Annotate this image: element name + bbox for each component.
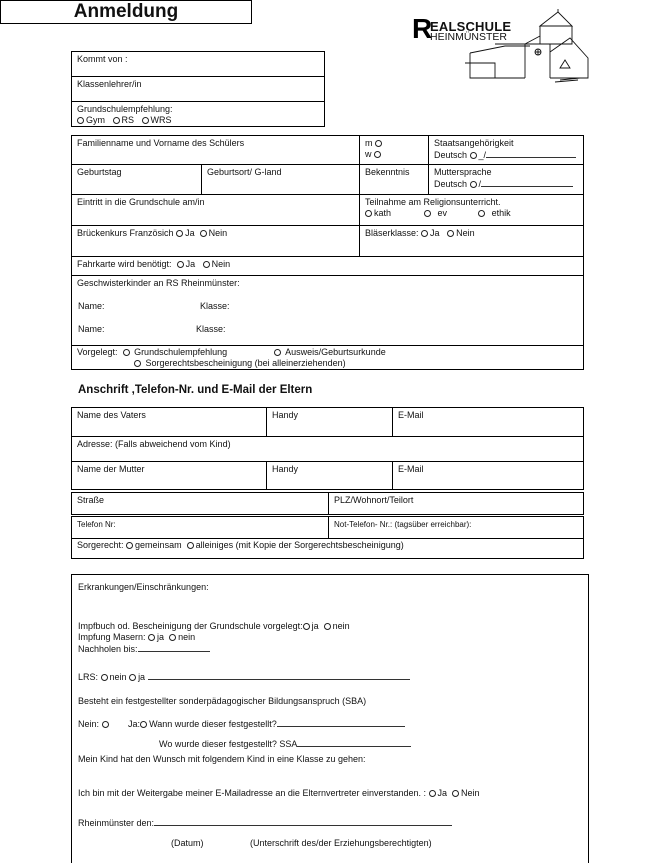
- radio-icon: [365, 210, 372, 217]
- geburtsort-field[interactable]: Geburtsort/ G-land: [201, 164, 360, 195]
- not-telefon-field[interactable]: Not-Telefon- Nr.: (tagsüber erreichbar):: [328, 516, 584, 539]
- radio-wrs[interactable]: WRS: [142, 115, 172, 125]
- vater-name-field[interactable]: Name des Vaters: [71, 407, 267, 437]
- lrs-input-line[interactable]: [148, 671, 410, 680]
- geburtstag-field[interactable]: Geburtstag: [71, 164, 202, 195]
- radio-icon: [200, 230, 207, 237]
- schueler-name-field[interactable]: Familienname und Vorname des Schülers: [71, 135, 360, 165]
- radio-icon: [375, 140, 382, 147]
- radio-icon: [374, 151, 381, 158]
- sba-question: Besteht ein festgestellter sonderpädagogischer Bildungsanspruch (SBA): [78, 696, 367, 706]
- radio-vorgelegt-ausweis[interactable]: Ausweis/Geburtsurkunde: [274, 347, 386, 357]
- radio-fahrkarte-ja[interactable]: Ja: [177, 259, 196, 269]
- radio-consent-nein[interactable]: Nein: [452, 788, 480, 798]
- radio-icon: [126, 542, 133, 549]
- sba-wann-input[interactable]: [277, 718, 405, 727]
- impfbuch-row: Impfbuch od. Bescheinigung der Grundschule vorgelegt: ja nein: [78, 621, 350, 631]
- radio-icon: [424, 210, 431, 217]
- religion-field: Teilnahme am Religionsunterricht. kath ev ethik: [359, 194, 584, 226]
- lrs-row: LRS: nein ja: [78, 671, 410, 682]
- gender-field: [359, 135, 429, 165]
- unterschrift-label: (Unterschrift des/der Erziehungsberechtigten): [250, 838, 432, 848]
- logo-line2: HEINMÜNSTER: [430, 31, 508, 43]
- page-title: Anmeldung: [0, 0, 252, 24]
- mutter-email-field[interactable]: E-Mail: [392, 461, 584, 490]
- radio-gym[interactable]: Gym: [77, 115, 105, 125]
- plz-field[interactable]: PLZ/Wohnort/Teilort: [328, 492, 584, 515]
- radio-icon: [142, 117, 149, 124]
- radio-impfbuch-ja[interactable]: ja: [303, 621, 319, 631]
- mutter-name-field[interactable]: Name der Mutter: [71, 461, 267, 490]
- radio-icon: [113, 117, 120, 124]
- radio-icon: [203, 261, 210, 268]
- fahrkarte-field: Fahrkarte wird benötigt: Ja Nein: [71, 256, 584, 276]
- radio-icon: [447, 230, 454, 237]
- adresse-field[interactable]: Adresse: (Falls abweichend vom Kind): [71, 436, 584, 462]
- radio-icon: [123, 349, 130, 356]
- radio-vorgelegt-sorgerecht[interactable]: Sorgerechtsbescheinigung (bei alleinerziehenden): [77, 358, 578, 369]
- radio-icon: [470, 181, 477, 188]
- radio-fahrkarte-nein[interactable]: Nein: [203, 259, 231, 269]
- email-consent-row: Ich bin mit der Weitergabe meiner E-Mailadresse an die Elternvertreter einverstanden. : Ja Nein: [78, 788, 480, 798]
- parents-heading: Anschrift ,Telefon-Nr. und E-Mail der Eltern: [78, 384, 313, 396]
- radio-icon: [129, 674, 136, 681]
- eintritt-field[interactable]: Eintritt in die Grundschule am/in: [71, 194, 360, 226]
- muttersprache-field[interactable]: Muttersprache Deutsch /: [428, 164, 584, 195]
- staatsangehoerigkeit-field[interactable]: Staatsangehörigkeit Deutsch _/: [428, 135, 584, 165]
- radio-kath[interactable]: kath: [365, 208, 391, 218]
- radio-icon: [478, 210, 485, 217]
- radio-brueckenkurs-nein[interactable]: Nein: [200, 228, 228, 238]
- datum-label: (Datum): [171, 838, 204, 848]
- radio-ethik[interactable]: ethik: [478, 208, 511, 218]
- erkrankungen-label: Erkrankungen/Einschränkungen:: [78, 582, 209, 592]
- klassenlehrer-field[interactable]: Klassenlehrer/in: [71, 76, 325, 102]
- radio-sba-ja[interactable]: Ja:: [128, 719, 149, 729]
- radio-blaeser-ja[interactable]: Ja: [421, 228, 440, 238]
- sba-answer-row: Nein: Ja: Wann wurde dieser festgestellt?: [78, 718, 405, 729]
- vater-handy-field[interactable]: Handy: [266, 407, 393, 437]
- radio-icon: [77, 117, 84, 124]
- radio-masern-ja[interactable]: ja: [148, 632, 164, 642]
- radio-icon: [324, 623, 331, 630]
- nachholen-row[interactable]: Nachholen bis:: [78, 643, 210, 655]
- grundschulempfehlung-field: Grundschulempfehlung: Gym RS WRS: [71, 101, 325, 127]
- svg-text:R: R: [412, 13, 433, 44]
- masern-row: Impfung Masern: ja nein: [78, 632, 196, 642]
- radio-rs[interactable]: RS: [113, 115, 135, 125]
- radio-icon: [176, 230, 183, 237]
- radio-consent-ja[interactable]: Ja: [429, 788, 448, 798]
- radio-sba-nein[interactable]: Nein:: [78, 719, 111, 729]
- radio-m[interactable]: m: [365, 138, 423, 149]
- logo-line1: EALSCHULE: [430, 19, 512, 34]
- blaeserklasse-field: Bläserklasse: Ja Nein: [359, 225, 584, 257]
- radio-icon: [140, 721, 147, 728]
- radio-ev[interactable]: ev: [424, 208, 448, 218]
- radio-icon: [470, 152, 477, 159]
- strasse-field[interactable]: Straße: [71, 492, 329, 515]
- radio-sorgerecht-gemeinsam[interactable]: gemeinsam: [126, 540, 182, 550]
- radio-icon: [429, 790, 436, 797]
- radio-icon: [148, 634, 155, 641]
- telefon-field[interactable]: Telefon Nr:: [71, 516, 329, 539]
- radio-impfbuch-nein[interactable]: nein: [324, 621, 350, 631]
- radio-icon: [169, 634, 176, 641]
- radio-lrs-ja[interactable]: ja: [129, 672, 145, 682]
- radio-icon: [303, 623, 310, 630]
- mutter-handy-field[interactable]: Handy: [266, 461, 393, 490]
- radio-sorgerecht-alleiniges[interactable]: alleiniges (mit Kopie der Sorgerechtsbescheinigung): [187, 540, 404, 550]
- wunsch-row: Mein Kind hat den Wunsch mit folgendem Kind in eine Klasse zu gehen:: [78, 754, 366, 764]
- radio-masern-nein[interactable]: nein: [169, 632, 195, 642]
- signature-row[interactable]: Rheinmünster den:: [78, 817, 452, 828]
- sba-wo-row[interactable]: Wo wurde dieser festgestellt? SSA: [159, 738, 411, 749]
- radio-icon: [134, 360, 141, 367]
- vorgelegt-field: Vorgelegt: Grundschulempfehlung Ausweis/Geburtsurkunde Sorgerechtsbescheinigung (bei alleinerziehenden): [71, 345, 584, 370]
- radio-icon: [274, 349, 281, 356]
- radio-icon: [102, 721, 109, 728]
- radio-icon: [187, 542, 194, 549]
- radio-brueckenkurs-ja[interactable]: Ja: [176, 228, 195, 238]
- radio-vorgelegt-grundschulempfehlung[interactable]: Grundschulempfehlung: [123, 347, 228, 357]
- brueckenkurs-field: Brückenkurs Französich Ja Nein: [71, 225, 360, 257]
- vater-email-field[interactable]: E-Mail: [392, 407, 584, 437]
- bekenntnis-field[interactable]: Bekenntnis: [359, 164, 429, 195]
- radio-blaeser-nein[interactable]: Nein: [447, 228, 475, 238]
- radio-icon: [452, 790, 459, 797]
- radio-lrs-nein[interactable]: nein: [101, 672, 127, 682]
- radio-icon: [177, 261, 184, 268]
- kommt-von-field[interactable]: Kommt von :: [71, 51, 325, 77]
- radio-icon: [101, 674, 108, 681]
- geschwister-field[interactable]: Geschwisterkinder an RS Rheinmünster: Name: Klasse: Name: Klasse:: [71, 275, 584, 346]
- school-logo: [410, 8, 590, 83]
- radio-w[interactable]: w: [365, 149, 423, 160]
- radio-icon: [421, 230, 428, 237]
- sorgerecht-field: Sorgerecht: gemeinsam alleiniges (mit Kopie der Sorgerechtsbescheinigung): [71, 538, 584, 559]
